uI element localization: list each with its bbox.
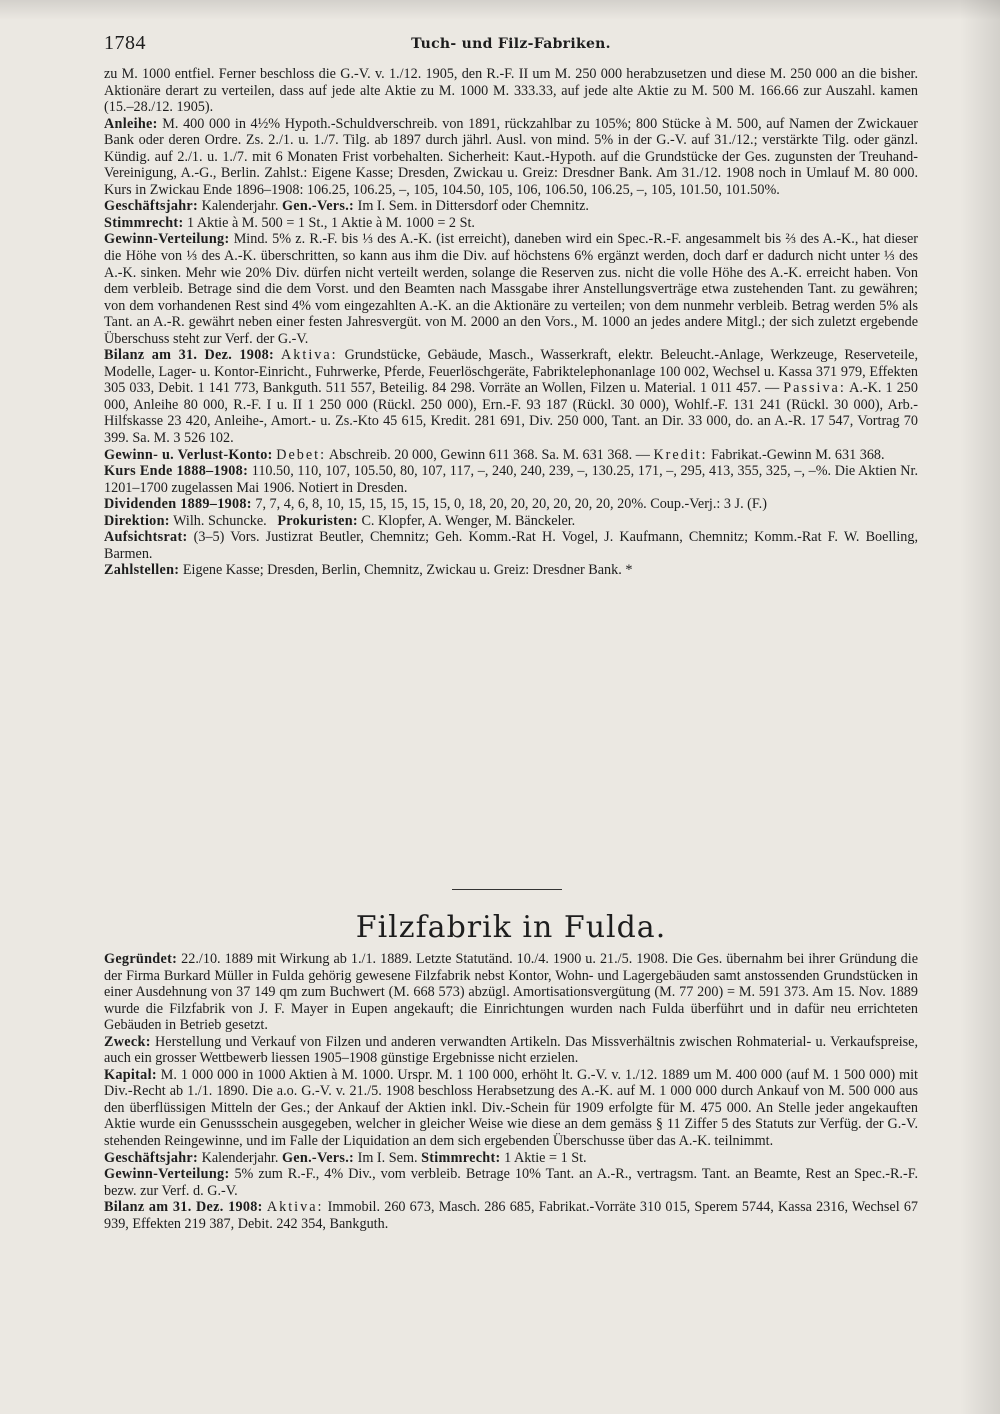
kapital-paragraph [104,1067,918,1150]
fulda-geschaeftsjahr-text: Kalenderjahr. [201,1149,279,1166]
previous-company-entry [104,66,918,579]
stimmrecht-paragraph [104,215,918,232]
kapital-label: Kapital: [104,1066,157,1083]
geschaeftsjahr-paragraph [104,198,918,215]
dividenden-label: Dividenden 1889–1908: [104,496,252,513]
running-title: Tuch- und Filz-Fabriken. [411,36,611,52]
zahlstellen-paragraph [104,562,918,579]
fulda-aktiva-text: Immobil. 260 673, Masch. 286 685, Fabrikat.-Vorräte 310 015, Sperem 5744, Kassa 2316, Wechsel 67 939, Effekten 219 387, Debit. 242 354, Bankguth. [104,1199,919,1232]
fulda-aktiva-label: Aktiva: [266,1199,324,1216]
dividenden-paragraph [104,496,918,513]
page-number: 1784 [104,32,146,54]
kredit-label: Kredit: [653,446,708,463]
bilanz-label: Bilanz am 31. Dez. 1908: [104,347,275,364]
fulda-genvers-text: Im I. Sem. [357,1149,418,1166]
zahlstellen-label: Zahlstellen: [104,562,180,579]
intro-text: zu M. 1000 entfiel. Ferner beschloss die G.-V. v. 1./12. 1905, den R.-F. II um M. 250 000 herabzusetzen und diese M. 250 000 an die bisher. Aktionäre derart zu verteilen, dass auf jede alte Aktie zu M. 1000 M. 333.33, auf jede alte Aktie zu M. 500 M. 166.66 zur Auszahl. kamen (15.–28./12. 1905). [104,66,918,116]
fulda-bilanz-label: Bilanz am 31. Dez. 1908: [104,1199,263,1216]
prokuristen-text: C. Klopfer, A. Wenger, M. Bänckeler. [361,512,576,529]
aufsichtsrat-label: Aufsichtsrat: [104,529,188,546]
anleihe-paragraph [104,116,918,199]
stimmrecht-label: Stimmrecht: [104,214,184,231]
kredit-text: Fabrikat.-Gewinn M. 631 368. [711,446,885,463]
geschaeftsjahr-label: Geschäftsjahr: [104,198,199,215]
page-shadow-right [960,0,1000,1414]
direktion-text: Wilh. Schuncke. [173,512,267,529]
genvers-label: Gen.-Vers.: [281,198,355,215]
kurs-paragraph [104,463,918,496]
filzfabrik-fulda-entry [104,951,918,1232]
stimmrecht-text: 1 Aktie à M. 500 = 1 St., 1 Aktie à M. 1000 = 2 St. [187,214,475,231]
zweck-text: Herstellung und Verkauf von Filzen und anderen verwandten Artikeln. Das Missverhältnis zwischen Rohmaterial- u. Verkaufspreise, auch ein grosser Wettbewerb liessen 1905–1908 günstige Ergebnisse nicht erzielen. [104,1033,919,1067]
company-title: Filzfabrik in Fulda. [355,910,667,945]
kapital-text: M. 1 000 000 in 1000 Aktien à M. 1000. Urspr. M. 1 100 000, erhöht lt. G.-V. v. 1./12. 1889 um M. 400 000 (auf M. 1 500 000) mit Div.-Recht ab 1./1. 1890. Die a.o. G.-V. v. 21./5. 1908 beschloss Herabsetzung des A.-K. auf M. 1 000 000 durch Ankauf von M. 500 000 aus den überflüssigen Mitteln der Ges.; der Ankauf der Aktien inkl. Div.-Schein für 1909 erfolgte für M. 475 000. An Stelle jeder angekauften Aktie wurde ein Genussschein ausgegeben, welcher in gleicher Weise wie diese an dem gemäss § 11 Ziffer 5 des Statuts zur Verfüg. der G.-V. stehenden Reingewinne, und im Falle der Liquidation an dem sich ergebenden Überschusse über das A.-K. teilnimmt. [104,1066,918,1150]
debet-text: Abschreib. 20 000, Gewinn 611 368. Sa. M. 631 368. — [328,446,650,463]
gewinn-verteilung-paragraph [104,231,918,347]
kurs-text: 110.50, 110, 107, 105.50, 80, 107, 117, –, 240, 240, 239, –, 130.25, 171, –, 295, 413, 355, 325, –, –%. Die Aktien Nr. 1201–1700 zugelassen Mai 1906. Notiert in Dresden. [104,463,919,496]
passiva-text: A.-K. 1 250 000, Anleihe 80 000, R.-F. I u. II 1 250 000 (Rückl. 250 000), Ern.-F. 93 187 (Rückl. 30 000), Wohlf.-F. 131 241 (Rückl. 30 000), Arb.-Hilfskasse 23 420, Anleihe-, Amort.- u. Zs.-Kto 45 615, Kredit. 281 691, Div. 250 000, Tant. an Dir. 33 000, do. an A.-R. 17 547, Vortrag 70 399. Sa. M. 3 526 102. [104,380,918,447]
direktion-paragraph [104,513,918,530]
fulda-geschaeftsjahr-paragraph [104,1150,918,1167]
aufsichtsrat-text: (3–5) Vors. Justizrat Beutler, Chemnitz; Geh. Komm.-Rat H. Vogel, J. Kaufmann, Chemnitz; Komm.-Rat F. W. Boelling, Barmen. [104,529,919,562]
gegruendet-text: 22./10. 1889 mit Wirkung ab 1./1. 1889. Letzte Statutänd. 10./4. 1900 u. 21./5. 1908. Die Ges. übernahm bei ihrer Gründung die der Firma Burkard Müller in Fulda gehörig gewesene Filzfabrik nebst Kontor, Wohn- und Lagergebäuden samt anstossenden Grundstücken in einer Ausdehnung von 37 149 qm zum Buchwert (M. 668 573) abzügl. Amortisationsvergütung (M. 77 200) = M. 591 373. Am 15. Nov. 1889 wurde die Filzfabrik von J. F. Mayer in Eupen angekauft; die Einrichtungen wurden nach Fulda überführt und in dafür neu errichteten Gebäuden in Betrieb gesetzt. [104,951,919,1034]
debet-label: Debet: [276,446,327,463]
section-divider [452,889,562,890]
anleihe-text: M. 400 000 in 4½% Hypoth.-Schuldverschreib. von 1891, rückzahlbar zu 105%; 800 Stücke à M. 500, auf Namen der Zwickauer Bank oder deren Ordre. Zs. 2./1. u. 1./7. Tilg. ab 1897 durch jährl. Ausl. von mind. 5% in der G.-V. auf 31./12.; verstärkte Tilg. oder gänzl. Kündig. auf 2./1. u. 1./7. mit 6 Monaten Frist vorbehalten. Sicherheit: Kaut.-Hypoth. auf die Grundstücke der Ges. zugunsten der Treuhand-Vereinigung, A.-G., Berlin. Zahlst.: Eigene Kasse; Dresden, Zwickau u. Greiz: Dresdner Bank. Am 31./12. 1908 noch in Umlauf M. 80 000. Kurs in Zwickau Ende 1896–1908: 106.25, 106.25, –, 105, 104.50, 105, 106, 106.50, 106.25, –, 105, 101.50, 101.50%. [104,115,919,198]
fulda-gewinn-verteilung-paragraph [104,1166,918,1199]
kurs-label: Kurs Ende 1888–1908: [104,463,249,480]
gegruendet-paragraph [104,951,918,1034]
passiva-label: Passiva: [783,380,846,397]
bilanz-paragraph [104,347,918,446]
fulda-genvers-label: Gen.-Vers.: [281,1149,355,1166]
fulda-stimmrecht-text: 1 Aktie = 1 St. [504,1149,587,1166]
gewinn-verlust-label: Gewinn- u. Verlust-Konto: [104,446,273,463]
direktion-label: Direktion: [104,512,170,529]
geschaeftsjahr-text: Kalenderjahr. [201,198,279,215]
fulda-stimmrecht-label: Stimmrecht: [421,1149,501,1166]
page-shadow-top [0,0,1000,20]
dividenden-text: 7, 7, 4, 6, 8, 10, 15, 15, 15, 15, 15, 0, 18, 20, 20, 20, 20, 20, 20, 20%. Coup.-Verj.: 3 J. (F.) [255,496,767,513]
zweck-paragraph [104,1034,918,1067]
gegruendet-label: Gegründet: [104,951,178,967]
fulda-gewinn-verteilung-text: 5% zum R.-F., 4% Div., vom verbleib. Betrage 10% Tant. an A.-R., vertragsm. Tant. an Beamte, Rest an Spec.-R.-F. bezw. zur Verf. d. G.-V. [104,1166,919,1199]
gewinn-verlust-paragraph [104,447,918,464]
fulda-gewinn-verteilung-label: Gewinn-Verteilung: [104,1166,230,1183]
fulda-bilanz-paragraph [104,1199,918,1232]
fulda-geschaeftsjahr-label: Geschäftsjahr: [104,1149,199,1166]
genvers-text: Im I. Sem. in Dittersdorf oder Chemnitz. [357,198,589,215]
gewinn-verteilung-label: Gewinn-Verteilung: [104,231,230,248]
aufsichtsrat-paragraph [104,529,918,562]
anleihe-label: Anleihe: [104,115,158,132]
aktiva-label: Aktiva: [281,347,338,364]
zahlstellen-text: Eigene Kasse; Dresden, Berlin, Chemnitz, Zwickau u. Greiz: Dresdner Bank. * [182,562,633,579]
intro-paragraph [104,66,918,116]
aktiva-text: Grundstücke, Gebäude, Masch., Wasserkraft, elektr. Beleucht.-Anlage, Werkzeuge, Reserveteile, Modelle, Lager- u. Kontor-Einricht., Fuhrwerke, Pferde, Feuerlöschgeräte, Fabriktelephonanlage 100 002, Wechsel u. Kassa 371 979, Effekten 305 033, Debit. 1 141 773, Bankguth. 511 557, Beteilig. 84 298. Vorräte an Wollen, Filzen u. Material. 1 011 457. — [104,347,918,397]
gewinn-verteilung-text: Mind. 5% z. R.-F. bis ⅓ des A.-K. (ist erreicht), daneben wird ein Spec.-R.-F. angesammelt bis ⅔ des A.-K., hat dieser die Höhe von ⅓ des A.-K. überschritten, so kann aus ihm die Div. auf höchstens 6% ergänzt werden, doch darf er dadurch nicht unter ⅓ des A.-K. sinken. Mehr wie 20% Div. dürfen nicht verteilt werden, solange die Reserven zus. nicht die volle Höhe des A.-K. erreicht haben. Von dem verbleib. Betrage sind die dem Vorst. und den Beamten nach Massgabe ihrer Anstellungsverträge etwa zustehenden Tant. zu gewähren; von dem vorhandenen Rest sind 4% vom eingezahlten A.-K. an die Aktionäre zu verteilen; von dem nunmehr verbleib. Betrag werden 5% als Tant. an A.-R. gewährt neben einer festen Jahresvergüt. von M. 2000 an den Vors., M. 1000 an jedes andere Mitgl.; der sich zuletzt ergebende Überschuss steht zur Verf. der G.-V. [104,231,919,347]
zweck-label: Zweck: [104,1033,151,1050]
page-header [104,30,918,60]
prokuristen-label: Prokuristen: [277,512,358,529]
